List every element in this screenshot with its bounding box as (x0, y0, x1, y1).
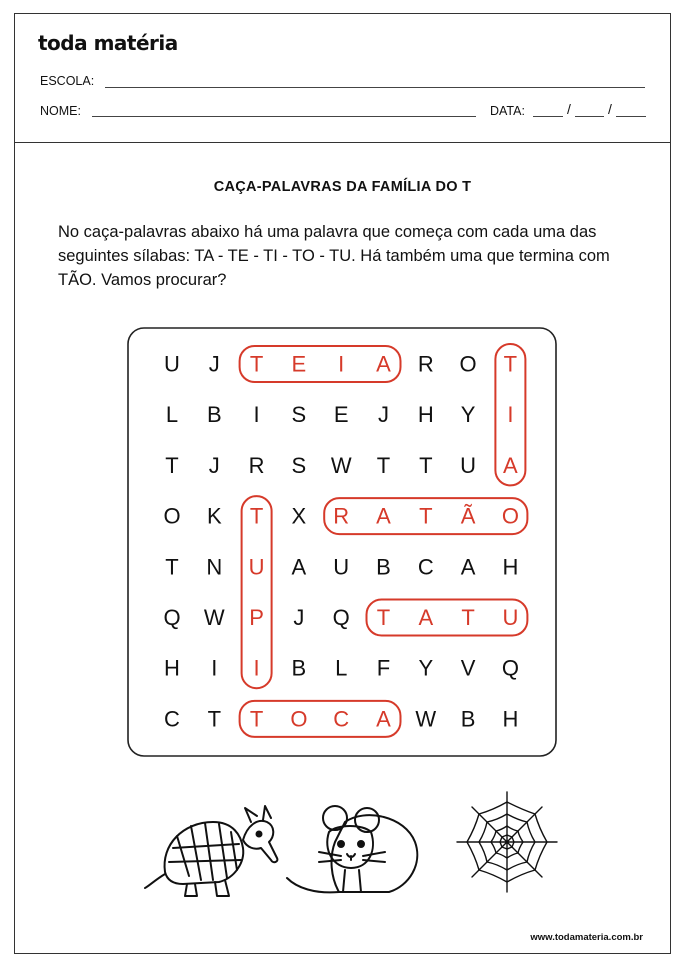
date-year-field[interactable] (616, 116, 646, 117)
grid-letter[interactable]: A (503, 452, 518, 478)
spider-web-icon (455, 790, 559, 894)
grid-letter[interactable]: Q (501, 655, 519, 681)
grid-letter[interactable]: R (333, 503, 350, 529)
grid-letter[interactable]: C (333, 706, 350, 732)
grid-letter[interactable]: F (376, 655, 391, 681)
grid-letter[interactable]: L (335, 655, 348, 681)
grid-letter[interactable]: B (460, 706, 476, 732)
date-separator: / (567, 101, 571, 117)
grid-letter[interactable]: R (248, 452, 265, 478)
grid-letter[interactable]: T (419, 503, 433, 529)
grid-letter[interactable]: J (293, 605, 305, 630)
grid-letter[interactable]: U (164, 351, 180, 377)
grid-letter[interactable]: C (164, 706, 180, 732)
grid-letter[interactable]: U (333, 554, 350, 580)
rat-icon (285, 798, 425, 902)
grid-letter[interactable]: H (502, 554, 519, 580)
grid-letter[interactable]: K (206, 503, 222, 529)
grid-letter[interactable]: U (502, 605, 519, 630)
grid-letter[interactable]: E (291, 351, 307, 377)
grid-letter[interactable]: T (461, 605, 475, 630)
grid-letter[interactable]: Q (163, 605, 181, 630)
grid-letter[interactable]: Q (332, 605, 350, 630)
brand-logo: toda matéria (38, 31, 178, 55)
grid-letter[interactable]: J (208, 452, 220, 478)
grid-letter[interactable]: X (291, 503, 307, 529)
grid-letter[interactable]: I (253, 402, 260, 428)
grid-letter[interactable]: T (207, 706, 222, 732)
grid-letter[interactable]: Y (418, 655, 434, 681)
grid-letter[interactable]: T (249, 503, 264, 529)
grid-letter[interactable]: B (291, 655, 307, 681)
grid-letter[interactable]: W (330, 452, 352, 478)
grid-letter[interactable]: W (203, 605, 225, 630)
grid-letter[interactable]: I (507, 402, 514, 428)
grid-letter[interactable]: A (418, 605, 434, 630)
grid-letter[interactable]: H (164, 655, 180, 681)
grid-letter[interactable]: R (417, 351, 434, 377)
grid-letter[interactable]: O (501, 503, 519, 529)
grid-letter[interactable]: H (417, 402, 434, 428)
grid-letter[interactable]: T (503, 351, 518, 377)
grid-letter[interactable]: I (253, 655, 260, 681)
name-label: NOME: (40, 104, 81, 118)
grid-letter[interactable]: A (291, 554, 307, 580)
grid-letter[interactable]: E (333, 402, 349, 428)
grid-letter[interactable]: I (211, 655, 218, 681)
grid-letter[interactable]: H (502, 706, 519, 732)
grid-letter[interactable]: O (459, 351, 477, 377)
grid-letter[interactable]: A (376, 706, 391, 732)
grid-letter[interactable]: A (376, 351, 391, 377)
grid-letter[interactable]: O (163, 503, 181, 529)
grid-letter[interactable]: B (376, 554, 391, 580)
grid-letter[interactable]: T (419, 452, 433, 478)
grid-letter[interactable]: T (165, 452, 179, 478)
school-field[interactable] (105, 87, 645, 88)
grid-letter[interactable]: N (206, 554, 223, 580)
grid-letter[interactable]: T (249, 351, 264, 377)
date-day-field[interactable] (533, 116, 563, 117)
grid-letter[interactable]: T (376, 452, 391, 478)
grid-border (128, 328, 556, 756)
grid-letter[interactable]: O (290, 706, 308, 732)
school-label: ESCOLA: (40, 74, 95, 88)
grid-letter[interactable]: A (460, 554, 476, 580)
name-field[interactable] (92, 116, 476, 117)
grid-letter[interactable]: S (291, 402, 307, 428)
page-title: CAÇA-PALAVRAS DA FAMÍLIA DO T (213, 179, 472, 195)
footer-url[interactable]: www.todamateria.com.br (530, 932, 643, 943)
grid-letter[interactable]: W (415, 706, 437, 732)
grid-letter[interactable]: B (206, 402, 222, 428)
date-separator: / (608, 101, 612, 117)
grid-letter[interactable]: J (208, 351, 220, 377)
grid-letter[interactable]: T (376, 605, 391, 630)
grid-letter[interactable]: P (249, 605, 264, 630)
grid-letter[interactable]: T (249, 706, 264, 732)
grid-letter[interactable]: A (376, 503, 391, 529)
word-search-grid (127, 327, 557, 757)
grid-letter[interactable]: C (417, 554, 434, 580)
grid-letter[interactable]: Y (460, 402, 476, 428)
instructions-text: No caça-palavras abaixo há uma palavra que começa com cada uma das seguintes sílabas: TA - TE - TI - TO - TU. Há também uma que termina com TÃO. Vamos procurar? (58, 223, 610, 289)
grid-letter[interactable]: L (165, 402, 179, 428)
grid-letter[interactable]: S (291, 452, 307, 478)
header-divider (14, 142, 671, 143)
grid-letter[interactable]: V (460, 655, 476, 681)
grid-letter[interactable]: U (460, 452, 477, 478)
grid-letter[interactable]: J (378, 402, 389, 428)
date-label: DATA: (490, 104, 525, 118)
grid-letter[interactable]: I (338, 351, 345, 377)
grid-letter[interactable]: Ã (460, 503, 476, 529)
armadillo-icon (143, 800, 283, 900)
grid-letter[interactable]: T (165, 554, 179, 580)
date-month-field[interactable] (575, 116, 604, 117)
grid-letter[interactable]: U (248, 554, 265, 580)
